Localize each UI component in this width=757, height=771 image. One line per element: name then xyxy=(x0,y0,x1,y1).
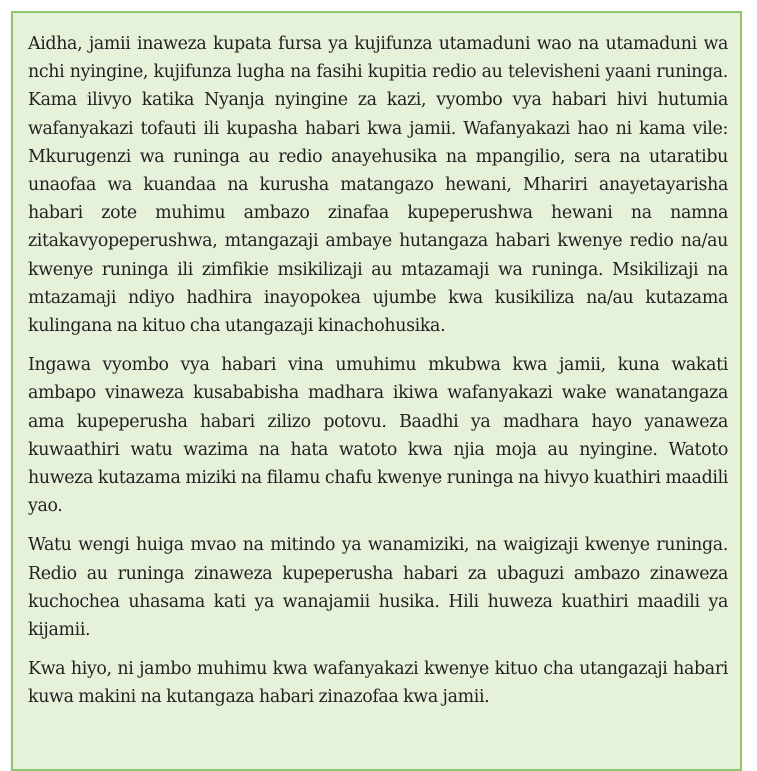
paragraph-1: Aidha, jamii inaweza kupata fursa ya kujifunza utamaduni wao na utamaduni wa nchi nyingine, kujifunza lugha na fasihi kupitia redio au televisheni yaani runinga. Kama ilivyo katika Nyanja nyingine za kazi, vyombo vya habari hivi hutumia wafanyakazi tofauti ili kupasha habari kwa jamii. Wafanyakazi hao ni kama vile: Mkurugenzi wa runinga au redio anayehusika na mpangilio, sera na utaratibu unaofaa wa kuandaa na kurusha matangazo hewani, Mhariri anayetayarisha habari zote muhimu ambazo zinafaa kupeperushwa hewani na namna zitakavyopeperushwa, mtangazaji ambaye hutangaza habari kwenye redio na/au kwenye runinga ili zimfikie msikilizaji au mtazamaji wa runinga. Msikilizaji na mtazamaji ndiyo hadhira inayopokea ujumbe kwa kusikiliza na/au kutazama kulingana na kituo cha utangazaji kinachohusika. xyxy=(28,34,728,337)
text-panel xyxy=(11,11,742,771)
paragraph-2: Ingawa vyombo vya habari vina umuhimu mkubwa kwa jamii, kuna wakati ambapo vinaweza kusababisha madhara ikiwa wafanyakazi wake wanatangaza ama kupeperusha habari zilizo potovu. Baadhi ya madhara hayo yanaweza kuwaathiri watu wazima na hata watoto kwa njia moja au nyingine. Watoto huweza kutazama miziki na filamu chafu kwenye runinga na hivyo kuathiri maadili yao. xyxy=(28,355,728,517)
text-content xyxy=(28,30,728,723)
paragraph-3: Watu wengi huiga mvao na mitindo ya wanamiziki, na waigizaji kwenye runinga. Redio au runinga zinaweza kupeperusha habari za ubaguzi ambazo zinaweza kuchochea uhasama kati ya wanajamii husika. Hili huweza kuathiri maadili ya kijamii. xyxy=(28,535,728,641)
paragraph-4: Kwa hiyo, ni jambo muhimu kwa wafanyakazi kwenye kituo cha utangazaji habari kuwa makini na kutangaza habari zinazofaa kwa jamii. xyxy=(28,659,728,708)
